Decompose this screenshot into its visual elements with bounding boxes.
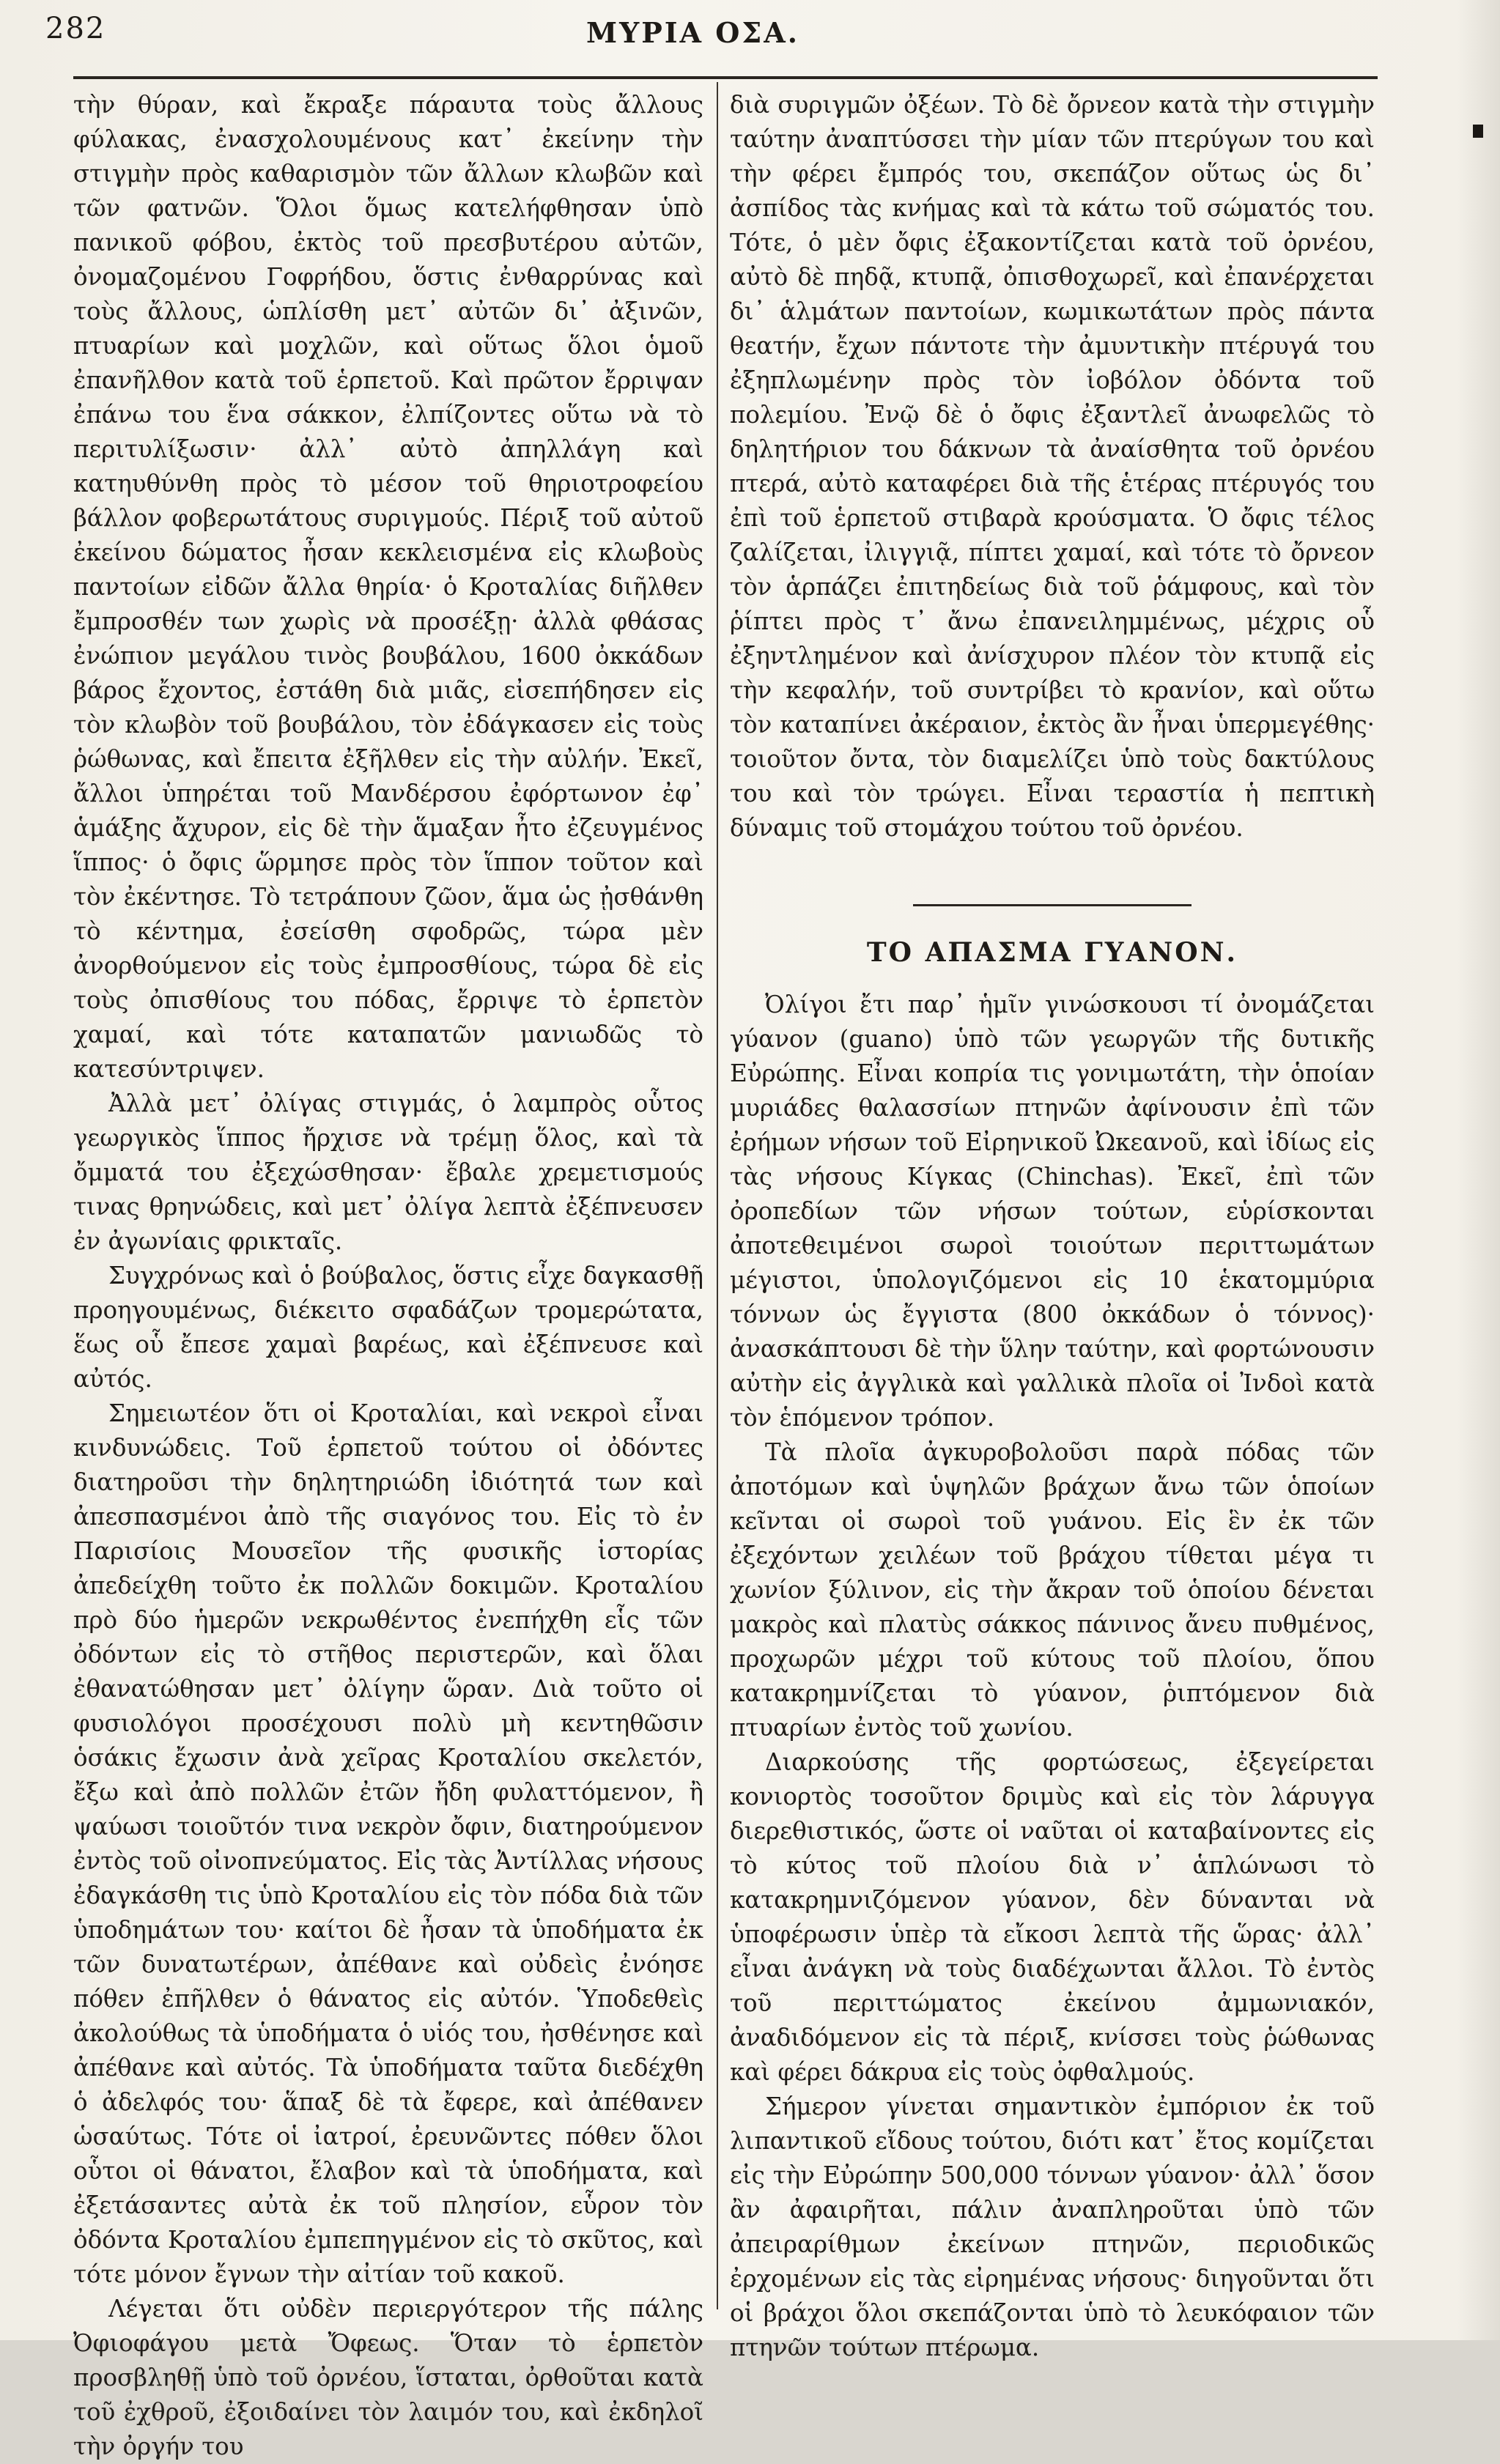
header-rule <box>73 76 1378 79</box>
paragraph: Ἀλλὰ μετ᾽ ὀλίγας στιγμάς, ὁ λαμπρὸς οὗτος γεωργικὸς ἵππος ἤρχισε νὰ τρέμῃ ὅλος, καὶ τὰ ὄμματά του ἐξεχώσθησαν· ἔβαλε χρεμετισμούς τινας θρηνώδεις, καὶ μετ᾽ ὀλίγα λεπτὰ ἐξέπνευσεν ἐν ἀγωνίαις φρικταῖς. <box>73 1089 703 1255</box>
margin-mark <box>1473 125 1483 138</box>
page-number: 282 <box>45 12 106 45</box>
paragraph: Διαρκούσης τῆς φορτώσεως, ἐξεγείρεται κονιορτὸς τοσοῦτον δριμὺς καὶ εἰς τὸν λάρυγγα διερεθιστικός, ὥστε οἱ ναῦται οἱ καταβαίνοντες εἰς τὸ κύτος τοῦ πλοίου διὰ ν᾽ ἁπλώνωσι τὸ κατακρημνιζόμενον γύανον, δὲν δύνανται νὰ ὑποφέρωσιν ὑπὲρ τὰ εἴκοσι λεπτὰ τῆς ὥρας· ἀλλ᾽ εἶναι ἀνάγκη νὰ τοὺς διαδέχωνται ἄλλοι. Τὸ ἐντὸς τοῦ περιττώματος ἐκείνου ἀμμωνιακόν, ἀναδιδόμενον εἰς τὰ πέριξ, κνίσσει τοὺς ῥώθωνας καὶ φέρει δάκρυα εἰς τοὺς ὀφθαλμούς. <box>730 1748 1375 2086</box>
paragraph: Σημειωτέον ὅτι οἱ Κροταλίαι, καὶ νεκροὶ εἶναι κινδυνώδεις. Τοῦ ἑρπετοῦ τούτου οἱ ὀδόντες διατηροῦσι τὴν δηλητηριώδη ἰδιότητά των καὶ ἀπεσπασμένοι ἀπὸ τῆς σιαγόνος του. Εἰς τὸ ἐν Παρισίοις Μουσεῖον τῆς φυσικῆς ἱστορίας ἀπεδείχθη τοῦτο ἐκ πολλῶν δοκιμῶν. Κροταλίου πρὸ δύο ἡμερῶν νεκρωθέντος ἐνεπήχθη εἷς τῶν ὀδόντων εἰς τὸ στῆθος περιστερῶν, καὶ ὅλαι ἐθανατώθησαν μετ᾽ ὀλίγην ὥραν. Διὰ τοῦτο οἱ φυσιολόγοι προσέχουσι πολὺ μὴ κεντηθῶσιν ὁσάκις ἔχωσιν ἀνὰ χεῖρας Κροταλίου σκελετόν, ἔξω καὶ ἀπὸ πολλῶν ἐτῶν ἤδη φυλαττόμενον, ἢ ψαύωσι τοιοῦτόν τινα νεκρὸν ὄφιν, διατηρούμενον ἐντὸς τοῦ οἰνοπνεύματος. Εἰς τὰς Ἀντίλλας νήσους ἐδαγκάσθη τις ὑπὸ Κροταλίου εἰς τὸν πόδα διὰ τῶν ὑποδημάτων του· καίτοι δὲ ἦσαν τὰ ὑποδήματα ἐκ τῶν δυνατωτέρων, ἀπέθανε καὶ οὐδεὶς ἐνόησε πόθεν ἐπῆλθεν ὁ θάνατος εἰς αὐτόν. Ὑποδεθεὶς ἀκολούθως τὰ ὑποδήματα ὁ υἱός του, ἠσθένησε καὶ ἀπέθανε καὶ αὐτός. Τὰ ὑποδήματα ταῦτα διεδέχθη ὁ ἀδελφός του· ἅπαξ δὲ τὰ ἔφερε, καὶ ἀπέθανεν ὡσαύτως. Τότε οἱ ἰατροί, ἐρευνῶντες πόθεν ὅλοι οὗτοι οἱ θάνατοι, ἔλαβον καὶ τὰ ὑποδήματα, καὶ ἐξετάσαντες αὐτὰ ἐκ τοῦ πλησίον, εὗρον τὸν ὀδόντα Κροταλίου ἐμπεπηγμένον εἰς τὸ σκῦτος, καὶ τότε μόνον ἔγνων τὴν αἰτίαν τοῦ κακοῦ. <box>73 1399 703 2288</box>
paragraph: Τὰ πλοῖα ἀγκυροβολοῦσι παρὰ πόδας τῶν ἀποτόμων καὶ ὑψηλῶν βράχων ἄνω τῶν ὁποίων κεῖνται οἱ σωροὶ τοῦ γυάνου. Εἰς ἓν ἐκ τῶν ἐξεχόντων χειλέων τοῦ βράχου τίθεται μέγα τι χωνίον ξύλινον, εἰς τὴν ἄκραν τοῦ ὁποίου δένεται μακρὸς καὶ πλατὺς σάκκος πάνινος ἄνευ πυθμένος, προχωρῶν μέχρι τοῦ κύτους τοῦ πλοίου, ὅπου κατακρημνίζεται τὸ γύανον, ῥιπτόμενον διὰ πτυαρίων ἐντὸς τοῦ χωνίου. <box>730 1438 1375 1742</box>
page-edge-shadow <box>1457 0 1500 2340</box>
paragraph: Λέγεται ὅτι οὐδὲν περιεργότερον τῆς πάλης Ὀφιοφάγου μετὰ Ὄφεως. Ὅταν τὸ ἑρπετὸν προσβληθῇ ὑπὸ τοῦ ὀρνέου, ἵσταται, ὀρθοῦται κατὰ τοῦ ἐχθροῦ, ἐξοιδαίνει τὸν λαιμόν του, καὶ ἐκδηλοῖ τὴν ὀργήν του <box>73 2295 703 2460</box>
paragraph: Συγχρόνως καὶ ὁ βούβαλος, ὅστις εἶχε δαγκασθῇ προηγουμένως, διέκειτο σφαδάζων τρομερώτατα, ἕως οὗ ἔπεσε χαμαὶ βαρέως, καὶ ἐξέπνευσε καὶ αὐτός. <box>73 1262 703 1393</box>
paragraph: Ὀλίγοι ἔτι παρ᾽ ἡμῖν γινώσκουσι τί ὀνομάζεται γύανον (guano) ὑπὸ τῶν γεωργῶν τῆς δυτικῆς Εὐρώπης. Εἶναι κοπρία τις γονιμωτάτη, τὴν ὁποίαν μυριάδες θαλασσίων πτηνῶν ἀφίνουσιν ἐπὶ τῶν ἐρήμων νήσων τοῦ Εἰρηνικοῦ Ὠκεανοῦ, καὶ ἰδίως εἰς τὰς νήσους Κίγκας (Chinchas). Ἐκεῖ, ἐπὶ τῶν ὀροπεδίων τῶν νήσων τούτων, εὑρίσκονται ἀποτεθειμένοι σωροὶ τοιούτων περιττωμάτων μέγιστοι, ὑπολογιζόμενοι εἰς 10 ἑκατομμύρια τόννων ὡς ἔγγιστα (800 ὀκκάδων ὁ τόννος)· ἀνασκάπτουσι δὲ τὴν ὕλην ταύτην, καὶ φορτώνουσιν αὐτὴν εἰς ἀγγλικὰ καὶ γαλλικὰ πλοῖα οἱ Ἰνδοὶ κατὰ τὸν ἑπόμενον τρόπον. <box>730 991 1375 1432</box>
section-title: ΤΟ ΑΠΑΣΜΑ ΓΥΑΝΟΝ. <box>866 937 1238 968</box>
right-column <box>730 88 1375 2365</box>
column-divider <box>717 82 718 2309</box>
paragraph: Σήμερον γίνεται σημαντικὸν ἐμπόριον ἐκ τοῦ λιπαντικοῦ εἴδους τούτου, διότι κατ᾽ ἔτος κομίζεται εἰς τὴν Εὐρώπην 500,000 τόννων γύανον· ἀλλ᾽ ὅσον ἂν ἀφαιρῆται, πάλιν ἀναπληροῦται ὑπὸ τῶν ἀπειραρίθμων ἐκείνων πτηνῶν, περιοδικῶς ἐρχομένων εἰς τὰς εἰρημένας νήσους· διηγοῦνται ὅτι οἱ βράχοι ὅλοι σκεπάζονται ὑπὸ τὸ λευκόφαιον τῶν πτηνῶν τούτων πτέρωμα. <box>730 2093 1375 2361</box>
running-head: ΜΥΡΙΑ ΟΣΑ. <box>586 16 799 49</box>
left-column <box>73 88 703 2464</box>
paragraph-continuation: διὰ συριγμῶν ὀξέων. Τὸ δὲ ὄρνεον κατὰ τὴν στιγμὴν ταύτην ἀναπτύσσει τὴν μίαν τῶν πτερύγων του καὶ τὴν φέρει ἔμπρός του, σκεπάζον οὕτως ὡς δι᾽ ἀσπίδος τὰς κνήμας καὶ τὰ κάτω τοῦ σώματός του. Τότε, ὁ μὲν ὄφις ἐξακοντίζεται κατὰ τοῦ ὀρνέου, αὐτὸ δὲ πηδᾷ, κτυπᾷ, ὀπισθοχωρεῖ, καὶ ἐπανέρχεται δι᾽ ἁλμάτων παντοίων, κωμικωτάτων πρὸς πάντα θεατήν, ἔχων πάντοτε τὴν ἀμυντικὴν πτέρυγά του ἐξηπλωμένην πρὸς τὸν ἰοβόλον ὀδόντα τοῦ πολεμίου. Ἐνῷ δὲ ὁ ὄφις ἐξαντλεῖ ἀνωφελῶς τὸ δηλητήριον του δάκνων τὰ ἀναίσθητα τοῦ ὀρνέου πτερά, αὐτὸ καταφέρει διὰ τῆς ἑτέρας πτέρυγός του ἐπὶ τοῦ ἑρπετοῦ στιβαρὰ κρούσματα. Ὁ ὄφις τέλος ζαλίζεται, ἰλιγγιᾷ, πίπτει χαμαί, καὶ τότε τὸ ὄρνεον τὸν ἁρπάζει ἐπιτηδείως διὰ τοῦ ῥάμφους, καὶ τὸν ῥίπτει πρὸς τ᾽ ἄνω ἐπανειλημμένως, μέχρις οὗ ἐξηντλημένον καὶ ἀνίσχυρον πλέον τὸν κτυπᾷ εἰς τὴν κεφαλήν, τοῦ συντρίβει τὸ κρανίον, καὶ οὕτω τὸν καταπίνει ἀκέραιον, ἐκτὸς ἂν ἦναι ὑπερμεγέθης· τοιοῦτον ὄντα, τὸν διαμελίζει ὑπὸ τοὺς δακτύλους του καὶ τὸν τρώγει. Εἶναι τεραστία ἡ πεπτικὴ δύναμις τοῦ στομάχου τούτου τοῦ ὀρνέου. <box>730 91 1375 842</box>
paragraph: τὴν θύραν, καὶ ἔκραξε πάραυτα τοὺς ἄλλους φύλακας, ἐνασχολουμένους κατ᾽ ἐκείνην τὴν στιγμὴν πρὸς καθαρισμὸν τῶν ἄλλων κλωβῶν καὶ τῶν φατνῶν. Ὅλοι ὅμως κατελήφθησαν ὑπὸ πανικοῦ φόβου, ἐκτὸς τοῦ πρεσβυτέρου αὐτῶν, ὀνομαζομένου Γοφρήδου, ὅστις ἐνθαρρύνας καὶ τοὺς ἄλλους, ὡπλίσθη μετ᾽ αὐτῶν δι᾽ ἀξινῶν, πτυαρίων καὶ μοχλῶν, καὶ οὕτως ὅλοι ὁμοῦ ἐπανῆλθον κατὰ τοῦ ἑρπετοῦ. Καὶ πρῶτον ἔρριψαν ἐπάνω του ἕνα σάκκον, ἐλπίζοντες οὕτω νὰ τὸ περιτυλίξωσιν· ἀλλ᾽ αὐτὸ ἀπηλλάγη καὶ κατηυθύνθη πρὸς τὸ μέσον τοῦ θηριοτροφείου βάλλον φοβερωτάτους συριγμούς. Πέριξ τοῦ αὐτοῦ ἐκείνου δώματος ἦσαν κεκλεισμένα εἰς κλωβοὺς παντοίων εἰδῶν ἄλλα θηρία· ὁ Κροταλίας διῆλθεν ἔμπροσθέν των χωρὶς νὰ προσέξῃ· ἀλλὰ φθάσας ἐνώπιον μεγάλου τινὸς βουβάλου, 1600 ὀκκάδων βάρος ἔχοντος, ἐστάθη διὰ μιᾶς, εἰσεπήδησεν εἰς τὸν κλωβὸν τοῦ βουβάλου, τὸν ἐδάγκασεν εἰς τοὺς ῥώθωνας, καὶ ἔπειτα ἐξῆλθεν εἰς τὴν αὐλήν. Ἐκεῖ, ἄλλοι ὑπηρέται τοῦ Μανδέρσου ἐφόρτωνον ἐφ᾽ ἁμάξης ἄχυρον, εἰς δὲ τὴν ἅμαξαν ἦτο ἐζευγμένος ἵππος· ὁ ὄφις ὥρμησε πρὸς τὸν ἵππον τοῦτον καὶ τὸν ἐκέντησε. Τὸ τετράπουν ζῶον, ἅμα ὡς ᾐσθάνθη τὸ κέντημα, ἐσείσθη σφοδρῶς, τώρα μὲν ἀνορθούμενον εἰς τοὺς ἐμπροσθίους, τώρα δὲ εἰς τοὺς ὀπισθίους του πόδας, ἔρριψε τὸ ἑρπετὸν χαμαί, καὶ τότε καταπατῶν μανιωδῶς τὸ κατεσύντριψεν. <box>73 91 703 1083</box>
section-divider <box>913 904 1191 906</box>
